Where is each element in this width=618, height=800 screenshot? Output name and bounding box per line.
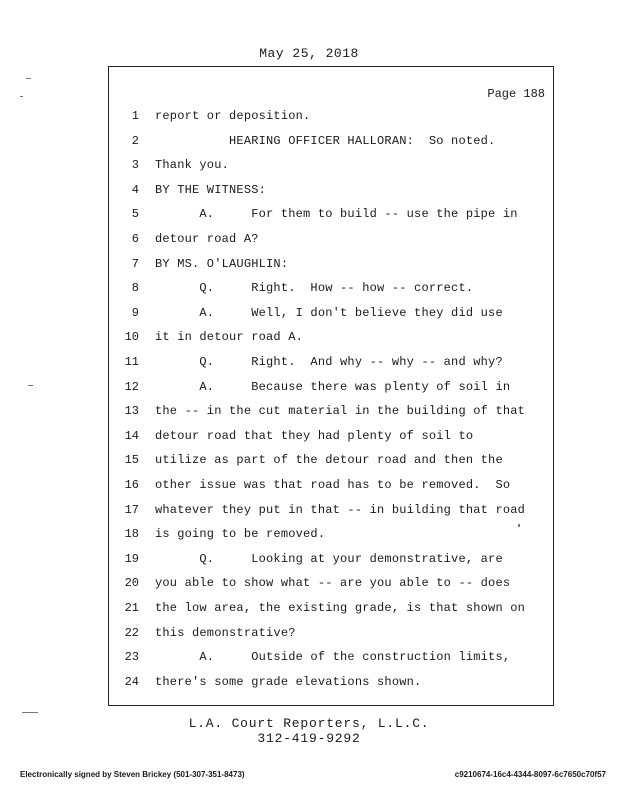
court-reporter-phone: 312-419-9292 [257,731,361,746]
line-number: 8 [131,281,139,296]
line-number: 17 [124,502,139,517]
line-number: 24 [124,674,139,689]
line-number: 15 [124,453,139,468]
transcript-line-text: the low area, the existing grade, is that shown on [155,601,526,615]
transcript-line-text: it in detour road A. [155,330,304,345]
transcript-line-text: Thank you. [155,158,230,173]
transcript-line-text: Q. Looking at your demonstrative, are [155,551,503,566]
transcript-line-text: whatever they put in that -- in building that road [155,502,526,517]
transcript-line-text: A. Well, I don't believe they did use [155,305,503,320]
transcript-line-text: detour road that they had plenty of soil to [155,428,474,443]
page-number: Page 188 [487,87,545,101]
transcript-line-text: detour road A? [155,232,259,246]
line-number: 18 [124,527,139,542]
transcript-line-text: A. Outside of the construction limits, [155,650,511,665]
transcript-line-text: you able to show what -- are you able to -- does [155,576,511,591]
line-number: 2 [131,133,139,148]
line-number: 22 [124,625,139,640]
transcript-line-text: this demonstrative? [155,625,296,640]
transcript-line-text: Q. Right. How -- how -- correct. [155,281,474,296]
transcript-line-text: is going to be removed. [155,527,326,542]
scan-speck [22,712,38,713]
line-number: 20 [124,576,139,591]
scan-speck [20,96,23,97]
line-number: 11 [124,355,139,369]
line-number: 4 [131,182,139,197]
line-number: 13 [124,404,139,419]
line-number: 14 [124,428,139,443]
transcript-page-frame [108,66,554,706]
transcript-line-text: BY THE WITNESS: [155,182,267,197]
line-number: 6 [131,232,139,246]
transcript-line-text: A. Because there was plenty of soil in [155,379,511,394]
line-number: 12 [124,379,139,394]
line-number: 21 [124,601,139,615]
line-number: 19 [124,551,139,566]
line-number: 10 [124,330,139,345]
electronic-signature-note: Electronically signed by Steven Brickey (501-307-351-8473) [20,770,245,779]
transcript-line-text: Q. Right. And why -- why -- and why? [155,355,503,369]
header-date: May 25, 2018 [259,46,359,61]
court-reporter-name: L.A. Court Reporters, L.L.C. [188,716,430,731]
transcript-line-text: utilize as part of the detour road and then the [155,453,503,468]
transcript-line-text: HEARING OFFICER HALLORAN: So noted. [155,133,496,148]
footer-company-block [0,716,618,746]
transcript-line-text: BY MS. O'LAUGHLIN: [155,256,289,271]
line-number: 9 [131,305,139,320]
transcript-line-text: there's some grade elevations shown. [155,674,422,689]
transcript-line-text: A. For them to build -- use the pipe in [155,207,518,222]
line-number: 5 [131,207,139,222]
transcript-line-text: other issue was that road has to be removed. So [155,478,511,492]
document-id: c9210674-16c4-4344-8097-6c7650c70f57 [454,770,606,779]
scan-speck [26,78,31,79]
line-number: 16 [124,478,139,492]
line-number: 1 [131,109,139,123]
line-number: 3 [131,158,139,173]
transcript-line-text: the -- in the cut material in the building of that [155,404,526,419]
scan-speck [518,524,520,527]
line-number: 23 [124,650,139,665]
transcript-line-text: report or deposition. [155,109,311,123]
scan-speck [28,385,33,386]
line-number: 7 [131,256,139,271]
